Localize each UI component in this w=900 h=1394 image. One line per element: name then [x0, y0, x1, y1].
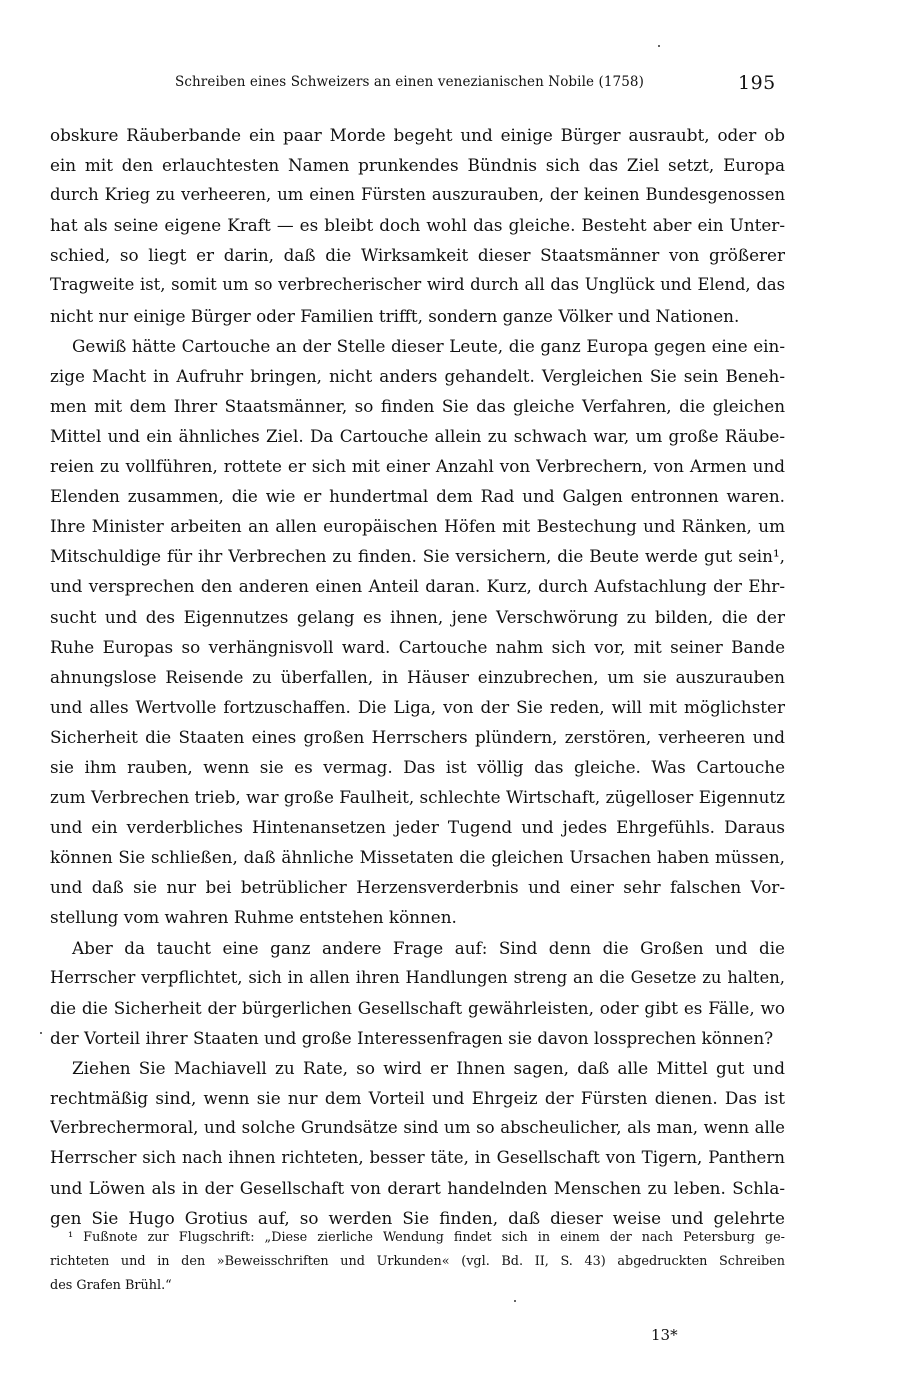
- text-line: der Vorteil ihrer Staaten und große Interessenfragen sie davon lossprechen können?: [50, 1027, 774, 1048]
- text-line: Gewiß hätte Cartouche an der Stelle dieser Leute, die ganz Europa gegen eine ein-: [72, 335, 785, 356]
- page-number: 195: [738, 72, 776, 94]
- text-line: rechtmäßig sind, wenn sie nur dem Vorteil und Ehrgeiz der Fürsten dienen. Das ist: [50, 1088, 785, 1108]
- text-line: und ein verderbliches Hintenansetzen jeder Tugend und jedes Ehrgefühls. Daraus: [50, 817, 785, 838]
- text-line: Mittel und ein ähnliches Ziel. Da Cartouche allein zu schwach war, um große Räube-: [50, 425, 785, 446]
- text-line: reien zu vollführen, rottete er sich mit einer Anzahl von Verbrechern, von Armen und: [50, 456, 785, 477]
- text-line: stellung vom wahren Ruhme entstehen können.: [50, 907, 457, 928]
- text-line: und alles Wertvolle fortzuschaffen. Die Liga, von der Sie reden, will mit möglichster: [50, 696, 785, 717]
- paper-speck: [514, 1300, 516, 1302]
- paper-speck: [40, 1032, 42, 1034]
- paper-speck: [658, 45, 660, 47]
- text-line: ahnungslose Reisende zu überfallen, in Häuser einzubrechen, um sie auszurauben: [50, 666, 785, 687]
- text-line: Ruhe Europas so verhängnisvoll ward. Cartouche nahm sich vor, mit seiner Bande: [50, 636, 785, 657]
- text-line: können Sie schließen, daß ähnliche Missetaten die gleichen Ursachen haben müssen,: [50, 847, 785, 868]
- body-text: [50, 120, 785, 1233]
- text-line: und Löwen als in der Gesellschaft von derart handelnden Menschen zu leben. Schla-: [50, 1178, 785, 1199]
- footnote-line: richteten und in den »Beweisschriften und Urkunden« (vgl. Bd. II, S. 43) abgedruckten Schreiben: [50, 1254, 785, 1269]
- text-line: Ziehen Sie Machiavell zu Rate, so wird er Ihnen sagen, daß alle Mittel gut und: [72, 1057, 785, 1078]
- text-line: Herrscher verpflichtet, sich in allen ihren Handlungen streng an die Gesetze zu halten,: [50, 967, 785, 987]
- text-line: obskure Räuberbande ein paar Morde begeht und einige Bürger ausraubt, oder ob: [50, 125, 785, 145]
- text-line: Sicherheit die Staaten eines großen Herrschers plündern, zerstören, verheeren und: [50, 726, 785, 747]
- text-line: gen Sie Hugo Grotius auf, so werden Sie finden, daß dieser weise und gelehrte: [50, 1208, 785, 1229]
- text-line: Ihre Minister arbeiten an allen europäischen Höfen mit Bestechung und Ränken, um: [50, 516, 785, 537]
- text-line: sucht und des Eigennutzes gelang es ihnen, jene Verschwörung zu bilden, die der: [50, 606, 785, 627]
- text-line: Elenden zusammen, die wie er hundertmal dem Rad und Galgen entronnen waren.: [50, 486, 785, 507]
- text-line: durch Krieg zu verheeren, um einen Fürsten auszurauben, der keinen Bundesgenossen: [50, 185, 785, 205]
- signature-mark: 13*: [651, 1326, 678, 1344]
- text-line: und daß sie nur bei betrüblicher Herzensverderbnis und einer sehr falschen Vor-: [50, 877, 785, 898]
- text-line: ein mit den erlauchtesten Namen prunkendes Bündnis sich das Ziel setzt, Europa: [50, 155, 785, 176]
- text-line: zum Verbrechen trieb, war große Faulheit, schlechte Wirtschaft, zügelloser Eigennutz: [50, 787, 785, 808]
- text-line: hat als seine eigene Kraft — es bleibt doch wohl das gleiche. Besteht aber ein Unter-: [50, 215, 785, 236]
- text-line: zige Macht in Aufruhr bringen, nicht anders gehandelt. Vergleichen Sie sein Beneh-: [50, 365, 785, 386]
- footnote-line: des Grafen Brühl.“: [50, 1278, 172, 1293]
- text-line: schied, so liegt er darin, daß die Wirksamkeit dieser Staatsmänner von größerer: [50, 245, 785, 266]
- text-line: nicht nur einige Bürger oder Familien trifft, sondern ganze Völker und Nationen.: [50, 305, 740, 326]
- text-line: men mit dem Ihrer Staatsmänner, so finden Sie das gleiche Verfahren, die gleichen: [50, 395, 785, 416]
- text-line: die die Sicherheit der bürgerlichen Gesellschaft gewährleisten, oder gibt es Fälle, wo: [50, 997, 785, 1018]
- text-line: Aber da taucht eine ganz andere Frage auf: Sind denn die Großen und die: [72, 937, 785, 958]
- text-line: und versprechen den anderen einen Anteil daran. Kurz, durch Aufstachlung der Ehr-: [50, 576, 785, 597]
- text-line: Mitschuldige für ihr Verbrechen zu finden. Sie versichern, die Beute werde gut sein¹,: [50, 546, 785, 567]
- text-line: Verbrechermoral, und solche Grundsätze sind um so abscheulicher, als man, wenn alle: [50, 1118, 785, 1138]
- text-line: Herrscher sich nach ihnen richteten, besser täte, in Gesellschaft von Tigern, Panthern: [50, 1148, 785, 1168]
- text-line: Tragweite ist, somit um so verbrecherischer wird durch all das Unglück und Elend, das: [50, 275, 785, 295]
- text-line: sie ihm rauben, wenn sie es vermag. Das ist völlig das gleiche. Was Cartouche: [50, 756, 785, 777]
- footnote-line: ¹ Fußnote zur Flugschrift: „Diese zierliche Wendung findet sich in einem der nach Petersburg ge-: [68, 1230, 785, 1245]
- running-title: Schreiben eines Schweizers an einen venezianischen Nobile (1758): [175, 74, 644, 90]
- footnote: [50, 1226, 785, 1298]
